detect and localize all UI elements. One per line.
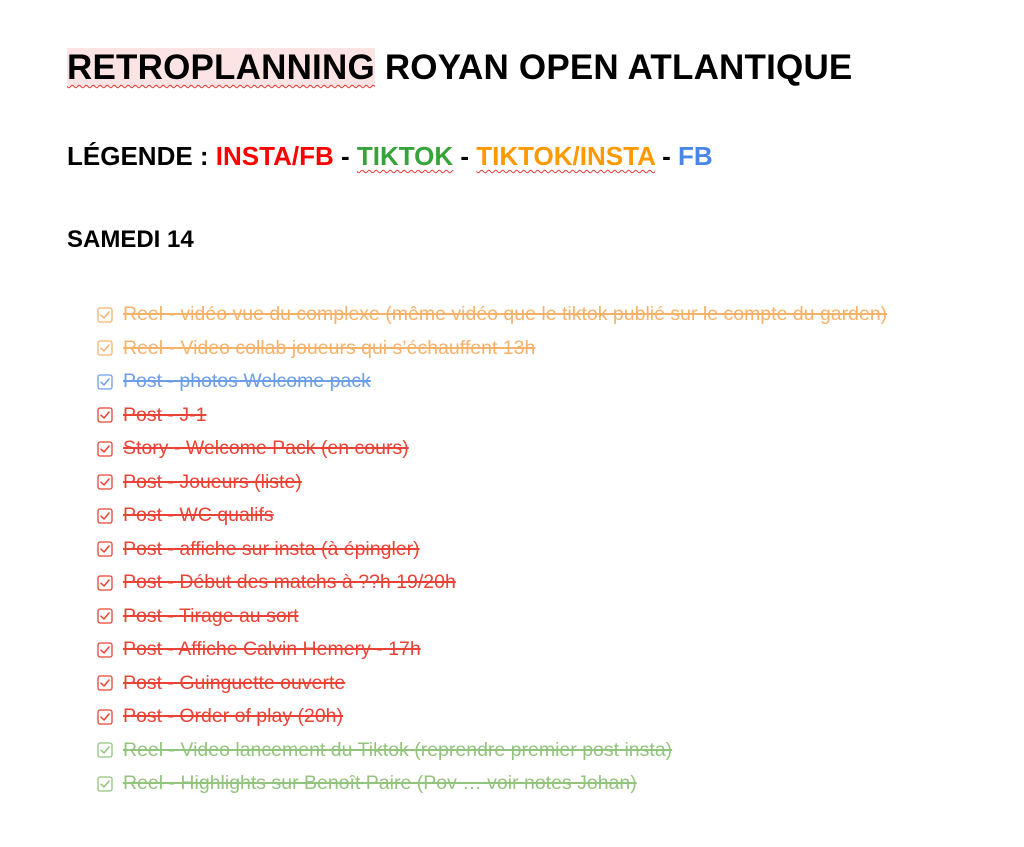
checkbox-checked-icon[interactable] xyxy=(97,298,123,332)
checklist-item-text: Post - photos Welcome pack xyxy=(123,370,371,392)
checkbox-checked-icon[interactable] xyxy=(97,466,123,500)
checklist-item-text: Reel - Video collab joueurs qui s’échauffent 13h xyxy=(123,336,536,359)
checklist-item-text: Post - Guinguette ouverte xyxy=(123,671,346,694)
checkbox-checked-icon[interactable] xyxy=(97,767,123,801)
checklist-item xyxy=(97,734,957,768)
legend-item-insta-fb: INSTA/FB xyxy=(215,141,334,171)
checkbox-checked-icon[interactable] xyxy=(97,399,123,433)
checklist-item-text: Post - J-1 xyxy=(123,403,207,426)
checkbox-checked-icon[interactable] xyxy=(97,667,123,701)
checkbox-checked-icon[interactable] xyxy=(97,566,123,600)
checklist-item-text: Post - Joueurs (liste) xyxy=(123,470,302,493)
legend-separator: - xyxy=(654,141,678,171)
checkbox-checked-icon[interactable] xyxy=(97,734,123,768)
checklist-item xyxy=(97,298,957,332)
checklist-item xyxy=(97,633,957,667)
checklist-item xyxy=(97,600,957,634)
legend xyxy=(67,141,713,172)
title-highlighted-word: RETROPLANNING xyxy=(67,48,375,87)
checklist-item xyxy=(97,667,957,701)
checklist-item xyxy=(97,332,957,366)
checklist-item-text: Reel - Video lancement du Tiktok (reprendre premier post insta) xyxy=(123,738,673,761)
checklist-item-text: Reel - Highlights sur Benoît Paire (Pov … voir notes Johan) xyxy=(123,772,637,794)
day-heading: SAMEDI 14 xyxy=(67,226,194,253)
checkbox-checked-icon[interactable] xyxy=(97,633,123,667)
checklist-item xyxy=(97,432,957,466)
page-title xyxy=(67,48,852,88)
checkbox-checked-icon[interactable] xyxy=(97,499,123,533)
checkbox-checked-icon[interactable] xyxy=(97,533,123,567)
checklist-item-text: Reel - vidéo vue du complexe (même vidéo que le tiktok publié sur le compte du garden) xyxy=(123,303,888,325)
legend-separator: - xyxy=(453,141,477,171)
checklist-item xyxy=(97,399,957,433)
checkbox-checked-icon[interactable] xyxy=(97,600,123,634)
checklist-item xyxy=(97,533,957,567)
checklist-item xyxy=(97,566,957,600)
checklist-item-text: Post - Affiche Calvin Hemery - 17h xyxy=(123,638,421,660)
checklist-item xyxy=(97,700,957,734)
legend-item-tiktok: TIKTOK xyxy=(356,141,454,171)
checkbox-checked-icon[interactable] xyxy=(97,365,123,399)
checklist xyxy=(97,298,957,801)
checkbox-checked-icon[interactable] xyxy=(97,332,123,366)
checklist-item-text: Post - Order of play (20h) xyxy=(123,705,344,727)
checklist-item xyxy=(97,767,957,801)
checklist-item xyxy=(97,365,957,399)
checklist-item-text: Post - Début des matchs à ??h 19/20h xyxy=(123,571,456,593)
checkbox-checked-icon[interactable] xyxy=(97,432,123,466)
checklist-item-text: Post - Tirage au sort xyxy=(123,604,299,627)
checklist-item-text: Post - WC qualifs xyxy=(123,504,274,526)
legend-item-fb: FB xyxy=(678,141,713,171)
checklist-item xyxy=(97,466,957,500)
legend-item-tiktok-insta: TIKTOK/INSTA xyxy=(476,141,655,171)
legend-label: LÉGENDE : xyxy=(67,141,216,171)
title-rest: ROYAN OPEN ATLANTIQUE xyxy=(374,48,853,87)
checklist-item-text: Story - Welcome Pack (en cours) xyxy=(123,437,409,459)
checklist-item xyxy=(97,499,957,533)
checkbox-checked-icon[interactable] xyxy=(97,700,123,734)
legend-separator: - xyxy=(333,141,357,171)
checklist-item-text: Post - affiche sur insta (à épingler) xyxy=(123,537,420,560)
